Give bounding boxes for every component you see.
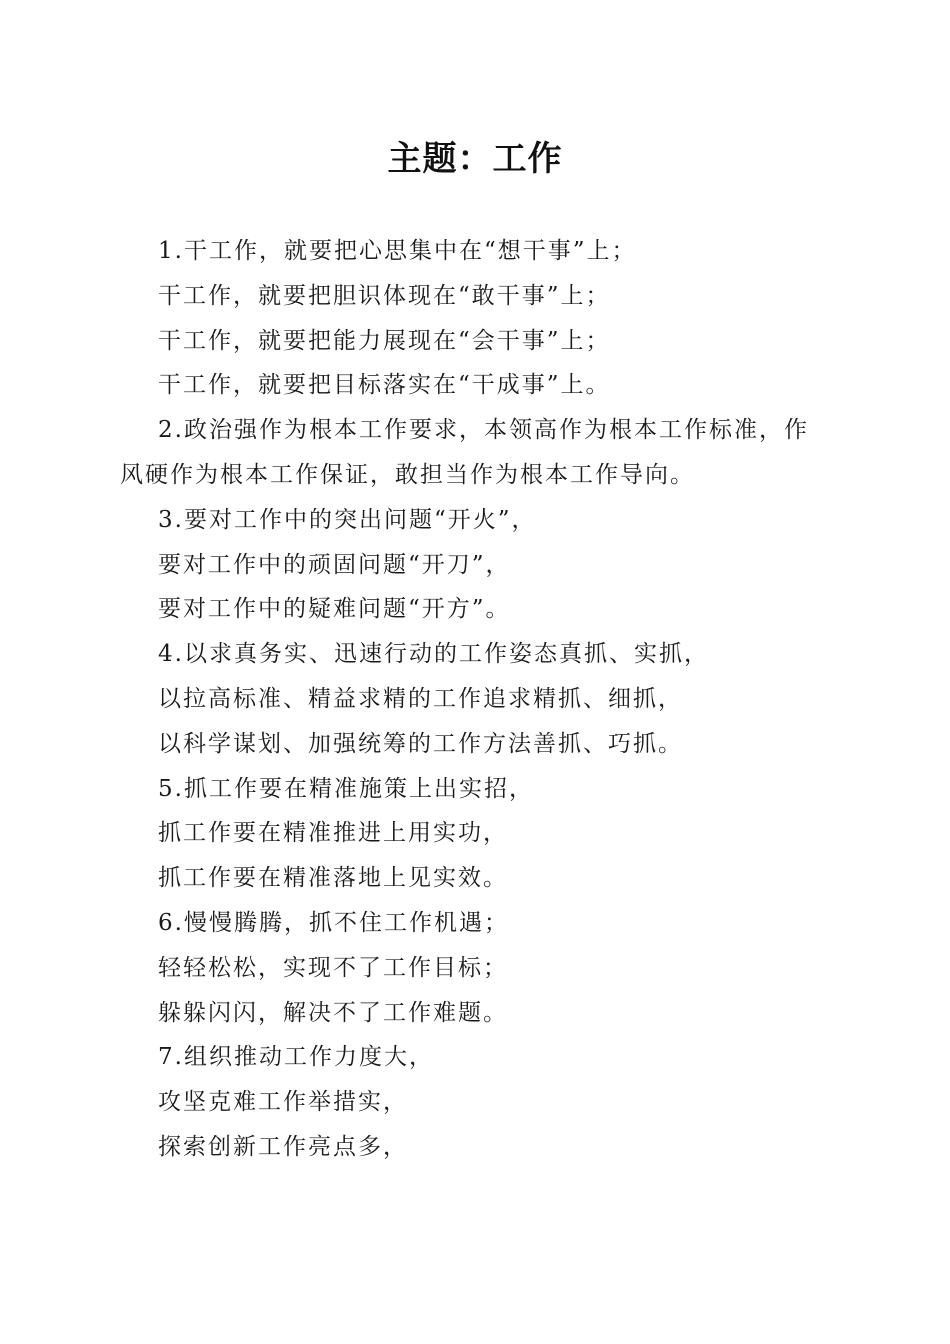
text-line: 攻坚克难工作举措实， xyxy=(158,1089,408,1116)
text-line: 探索创新工作亮点多， xyxy=(158,1133,408,1160)
text-line: 轻轻松松，实现不了工作目标； xyxy=(158,954,508,981)
text-line: 风硬作为根本工作保证，敢担当作为根本工作导向。 xyxy=(120,461,695,488)
text-line: 干工作，就要把胆识体现在“敢干事”上； xyxy=(158,282,611,309)
document-body xyxy=(120,229,830,1170)
text-line: 5.抓工作要在精准施策上出实招， xyxy=(158,775,534,802)
text-line: 以拉高标准、精益求精的工作追求精抓、细抓， xyxy=(158,685,683,712)
text-line: 躲躲闪闪，解决不了工作难题。 xyxy=(158,999,508,1026)
text-line: 7.组织推动工作力度大， xyxy=(158,1044,434,1071)
text-line: 1.干工作，就要把心思集中在“想干事”上； xyxy=(158,238,637,264)
text-line: 抓工作要在精准落地上见实效。 xyxy=(158,865,508,892)
text-line: 干工作，就要把能力展现在“会干事”上； xyxy=(158,327,611,354)
text-line: 3.要对工作中的突出问题“开火”， xyxy=(158,506,537,533)
text-line: 要对工作中的顽固问题“开刀”， xyxy=(158,551,511,578)
text-line: 要对工作中的疑难问题“开方”。 xyxy=(158,596,511,623)
text-line: 6.慢慢腾腾，抓不住工作机遇； xyxy=(158,909,509,936)
text-line: 2.政治强作为根本工作要求，本领高作为根本工作标准，作 xyxy=(158,417,809,444)
document-title: 主题：工作 xyxy=(387,139,563,179)
text-line: 干工作，就要把目标落实在“干成事”上。 xyxy=(158,372,611,399)
text-line: 以科学谋划、加强统筹的工作方法善抓、巧抓。 xyxy=(158,730,683,757)
text-line: 4.以求真务实、迅速行动的工作姿态真抓、实抓， xyxy=(158,641,709,668)
text-line: 抓工作要在精准推进上用实功， xyxy=(158,820,508,847)
